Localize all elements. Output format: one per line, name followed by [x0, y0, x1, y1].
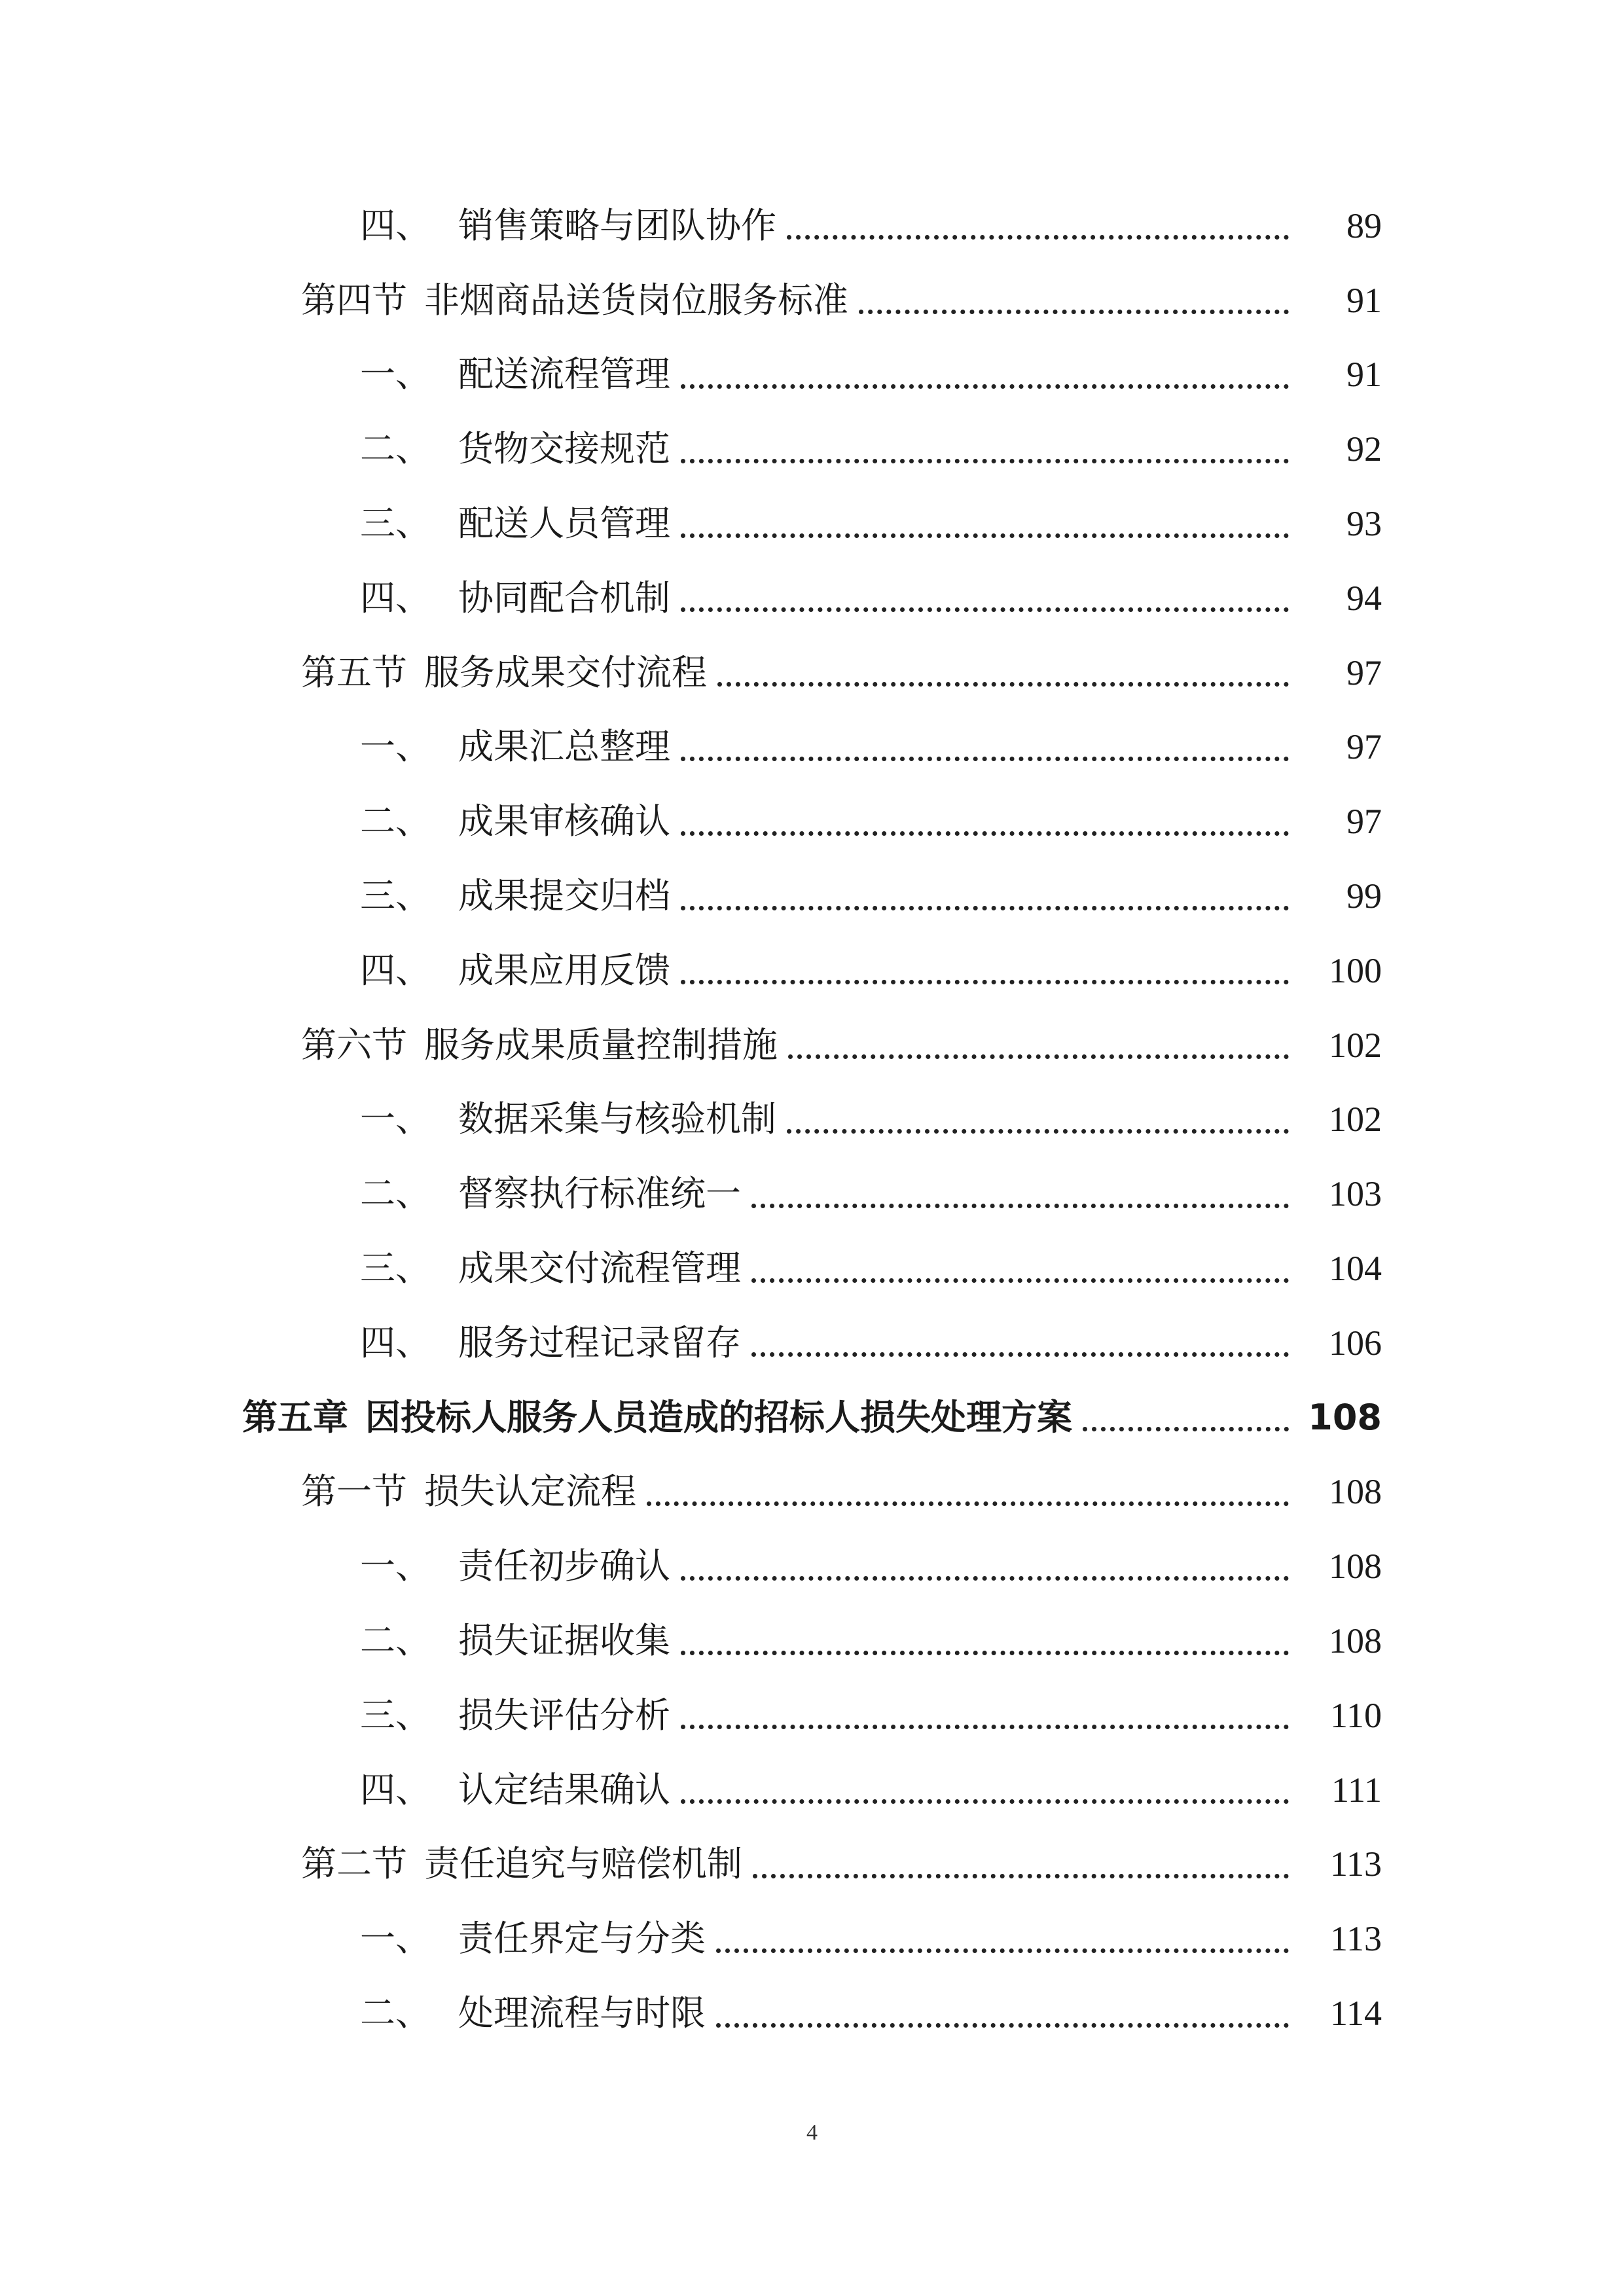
toc-entry-page: 93: [1346, 504, 1382, 544]
toc-entry-page: 110: [1330, 1695, 1382, 1735]
dot-leader: [681, 757, 1289, 761]
toc-entry-title: 因投标人服务人员造成的招标人损失处理方案: [365, 1396, 1072, 1438]
toc-entry-page: 99: [1346, 876, 1382, 916]
toc-entry[interactable]: [0, 1455, 1624, 1530]
toc-entry-number: 第四节: [301, 279, 407, 321]
dot-leader: [681, 607, 1289, 612]
toc-entry-title: 协同配合机制: [458, 577, 670, 619]
toc-entry-title: 责任初步确认: [458, 1545, 670, 1587]
toc-entry[interactable]: [0, 1827, 1624, 1902]
toc-entry-page: 108: [1329, 1621, 1382, 1661]
toc-entry-title: 认定结果确认: [458, 1768, 670, 1810]
toc-entry-title: 损失评估分析: [458, 1694, 670, 1736]
toc-entry-title: 成果交付流程管理: [458, 1247, 741, 1289]
toc-entry-page: 106: [1329, 1323, 1382, 1363]
dot-leader: [681, 980, 1289, 984]
toc-entry-title: 销售策略与团队协作: [458, 204, 776, 246]
toc-entry-number: 四、: [360, 1768, 431, 1810]
toc-entry[interactable]: [0, 1753, 1624, 1827]
toc-entry-number: 四、: [360, 577, 431, 619]
toc-entry-page: 91: [1346, 280, 1382, 320]
toc-entry-page: 113: [1330, 1844, 1382, 1884]
toc-entry-number: 第二节: [301, 1843, 407, 1885]
toc-entry-page: 108: [1308, 1396, 1382, 1438]
toc-entry-title: 货物交接规范: [458, 428, 670, 470]
dot-leader: [1083, 1427, 1289, 1431]
toc-entry-title: 损失认定流程: [424, 1471, 636, 1513]
dot-leader: [681, 1725, 1289, 1729]
toc-entry-number: 一、: [360, 726, 431, 768]
toc-entry-page: 102: [1329, 1025, 1382, 1065]
toc-entry[interactable]: [0, 1678, 1624, 1753]
toc-entry-number: 三、: [360, 503, 431, 545]
toc-entry-number: 四、: [360, 204, 431, 246]
toc-entry-page: 94: [1346, 578, 1382, 618]
toc-entry-title: 服务过程记录留存: [458, 1321, 741, 1363]
toc-entry-number: 一、: [360, 1545, 431, 1587]
toc-entry-page: 97: [1346, 653, 1382, 692]
toc-entry[interactable]: [0, 338, 1624, 412]
toc-entry-page: 97: [1346, 727, 1382, 767]
dot-leader: [681, 906, 1289, 910]
toc-entry[interactable]: [0, 1976, 1624, 2051]
toc-entry-chapter[interactable]: [0, 1380, 1624, 1455]
toc-entry-page: 108: [1329, 1472, 1382, 1512]
toc-entry[interactable]: [0, 412, 1624, 486]
dot-leader: [681, 459, 1289, 463]
toc-entry-title: 督察执行标准统一: [458, 1173, 741, 1215]
dot-leader: [647, 1501, 1289, 1506]
dot-leader: [717, 682, 1289, 687]
page-number: 4: [806, 2121, 818, 2145]
toc-entry-number: 二、: [360, 800, 431, 842]
dot-leader: [681, 1651, 1289, 1655]
toc-entry-title: 非烟商品送货岗位服务标准: [424, 279, 848, 321]
dot-leader: [681, 533, 1289, 538]
toc-entry-number: 四、: [360, 1321, 431, 1363]
toc-entry-number: 第一节: [301, 1471, 407, 1513]
toc-entry-title: 成果提交归档: [458, 875, 670, 917]
toc-entry[interactable]: [0, 933, 1624, 1008]
dot-leader: [716, 1948, 1289, 1953]
dot-leader: [753, 1874, 1289, 1878]
toc-entry[interactable]: [0, 710, 1624, 785]
toc-entry-page: 89: [1346, 206, 1382, 245]
toc-entry-page: 92: [1346, 429, 1382, 469]
toc-entry-number: 一、: [360, 1098, 431, 1140]
toc-entry-number: 一、: [360, 353, 431, 395]
toc-entry[interactable]: [0, 1083, 1624, 1157]
dot-leader: [716, 2023, 1289, 2028]
toc-entry[interactable]: [0, 1306, 1624, 1380]
toc-entry[interactable]: [0, 1231, 1624, 1306]
toc-entry-page: 91: [1346, 355, 1382, 395]
toc-entry-page: 111: [1331, 1770, 1382, 1810]
toc-entry-page: 114: [1330, 1994, 1382, 2034]
toc-entry-number: 二、: [360, 1620, 431, 1662]
toc-entry[interactable]: [0, 1157, 1624, 1231]
toc-entry[interactable]: [0, 1604, 1624, 1678]
dot-leader: [787, 1129, 1289, 1134]
toc-entry-title: 责任界定与分类: [458, 1918, 706, 1960]
dot-leader: [859, 310, 1289, 314]
toc-entry-title: 配送人员管理: [458, 503, 670, 545]
toc-entry-number: 第五章: [242, 1396, 348, 1438]
dot-leader: [681, 1576, 1289, 1581]
dot-leader: [788, 1054, 1289, 1059]
toc-entry-page: 102: [1329, 1100, 1382, 1139]
toc-entry[interactable]: [0, 263, 1624, 338]
toc-entry-number: 四、: [360, 949, 431, 991]
toc-entry-title: 服务成果交付流程: [424, 651, 707, 693]
dot-leader: [787, 235, 1289, 240]
toc-entry-title: 服务成果质量控制措施: [424, 1024, 778, 1066]
table-of-contents: [0, 188, 1624, 2051]
toc-entry[interactable]: [0, 561, 1624, 636]
toc-entry-number: 第六节: [301, 1024, 407, 1066]
toc-entry-number: 三、: [360, 875, 431, 917]
toc-entry[interactable]: [0, 1901, 1624, 1976]
toc-entry[interactable]: [0, 1529, 1624, 1604]
dot-leader: [751, 1278, 1289, 1283]
dot-leader: [751, 1352, 1289, 1357]
toc-entry-page: 100: [1329, 950, 1382, 990]
toc-entry-number: 二、: [360, 428, 431, 470]
toc-entry-title: 配送流程管理: [458, 353, 670, 395]
toc-entry-page: 113: [1330, 1919, 1382, 1959]
toc-entry-title: 成果汇总整理: [458, 726, 670, 768]
toc-entry-number: 三、: [360, 1247, 431, 1289]
toc-entry-number: 二、: [360, 1173, 431, 1215]
toc-entry[interactable]: [0, 486, 1624, 561]
dot-leader: [751, 1204, 1289, 1208]
toc-entry-title: 成果应用反馈: [458, 949, 670, 991]
toc-entry-title: 数据采集与核验机制: [458, 1098, 776, 1140]
toc-entry-number: 三、: [360, 1694, 431, 1736]
dot-leader: [681, 1799, 1289, 1804]
dot-leader: [681, 384, 1289, 389]
toc-entry-title: 责任追究与赔偿机制: [424, 1843, 742, 1885]
toc-entry-title: 处理流程与时限: [458, 1992, 706, 2034]
dot-leader: [681, 831, 1289, 836]
toc-entry-page: 97: [1346, 802, 1382, 842]
toc-entry-page: 108: [1329, 1547, 1382, 1587]
toc-entry[interactable]: [0, 1008, 1624, 1083]
toc-entry[interactable]: [0, 636, 1624, 710]
toc-entry-number: 二、: [360, 1992, 431, 2034]
toc-entry-page: 104: [1329, 1249, 1382, 1289]
toc-entry-title: 成果审核确认: [458, 800, 670, 842]
toc-entry-number: 第五节: [301, 651, 407, 693]
toc-entry[interactable]: [0, 188, 1624, 263]
toc-entry-page: 103: [1329, 1174, 1382, 1214]
toc-entry-title: 损失证据收集: [458, 1620, 670, 1662]
toc-entry[interactable]: [0, 859, 1624, 933]
toc-entry-number: 一、: [360, 1918, 431, 1960]
toc-entry[interactable]: [0, 784, 1624, 859]
